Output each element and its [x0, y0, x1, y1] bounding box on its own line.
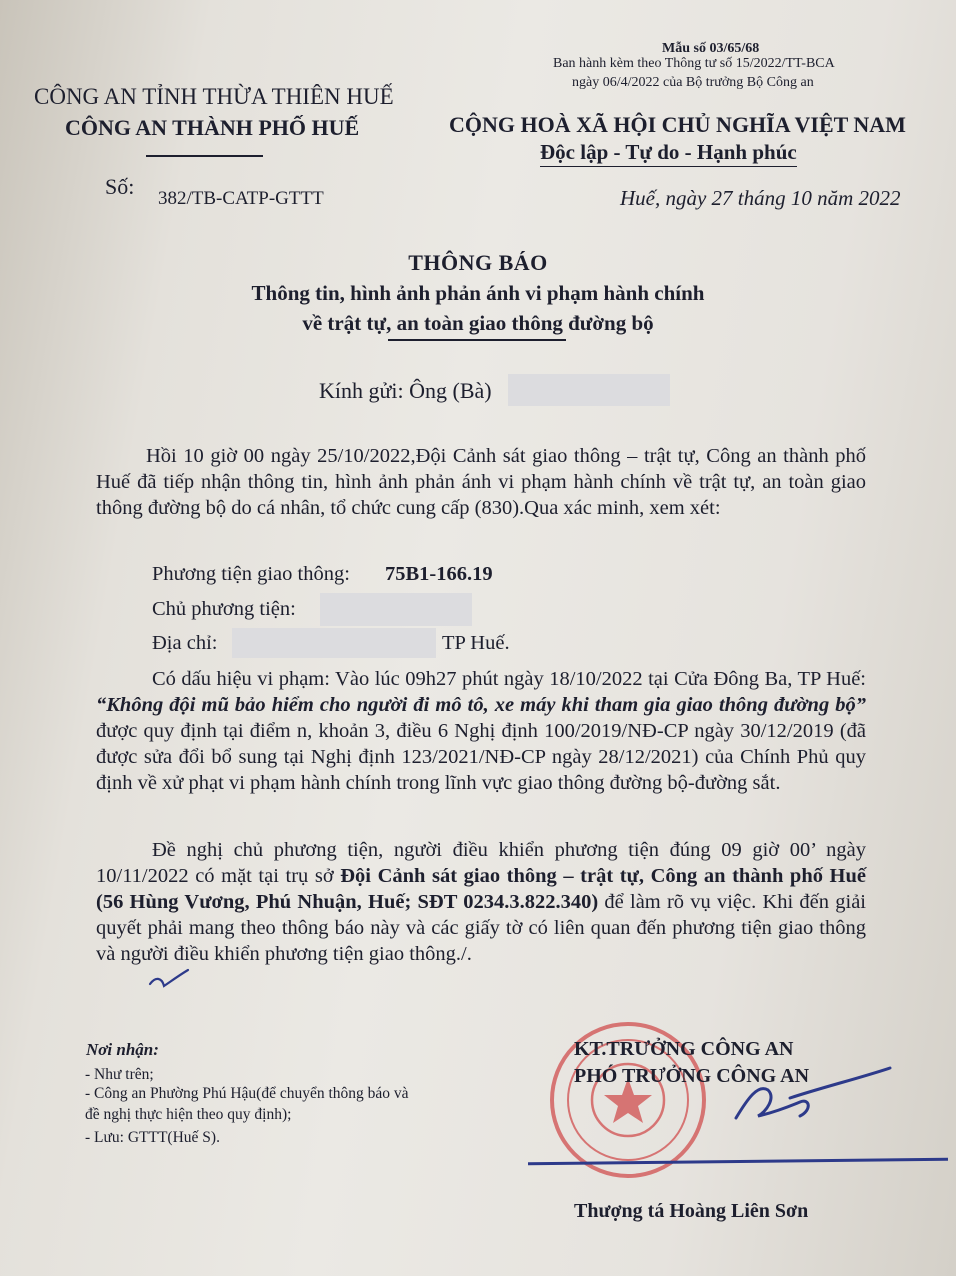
republic-name: CỘNG HOÀ XÃ HỘI CHỦ NGHĨA VIỆT NAM: [449, 112, 906, 137]
signer-title-line1: KT.TRƯỞNG CÔNG AN: [574, 1038, 794, 1060]
document-subtitle-line2: về trật tự, an toàn giao thông đường bộ: [302, 311, 654, 335]
request-place: Đội Cảnh sát giao thông – trật tự, Công an thành phố Huế (56 Hùng Vương, Phú Nhuận, Huế; SĐT 0234.3.822.340): [96, 865, 866, 913]
document-number-label: Số:: [105, 174, 135, 199]
recipient-item: - Như trên;: [85, 1066, 154, 1083]
violation-name: “Không đội mũ bảo hiểm cho người đi mô tô, xe máy khi tham gia giao thông đường bộ”: [96, 694, 866, 716]
recipients-label: Nơi nhận:: [86, 1040, 159, 1059]
recipient-item: - Công an Phường Phú Hậu(để chuyển thông báo và: [85, 1085, 409, 1102]
request-rest: để làm rõ vụ việc. Khi đến giải quyết phải mang theo thông báo này và các giấy tờ có liên quan đến phương tiện giao thông và người điều khiển phương tiện giao thông./.: [96, 891, 866, 965]
document-number: 382/TB-CATP-GTTT: [158, 188, 324, 209]
address-city: TP Huế.: [442, 632, 510, 654]
vehicle-label: Phương tiện giao thông:: [152, 563, 350, 585]
request-intro: Đề nghị chủ phương tiện, người điều khiển phương tiện đúng 09 giờ 00’ ngày 10/11/2022 có mặt tại trụ sở: [96, 839, 866, 887]
address-label: Địa chỉ:: [152, 632, 218, 654]
signer-title-line2: PHÓ TRƯỞNG CÔNG AN: [574, 1065, 810, 1087]
recipient-item: đề nghị thực hiện theo quy định);: [85, 1106, 292, 1123]
form-number: Mẫu số 03/65/68: [662, 41, 760, 56]
agency-name: CÔNG AN THÀNH PHỐ HUẾ: [65, 115, 360, 140]
intro-paragraph: Hồi 10 giờ 00 ngày 25/10/2022,Đội Cảnh sát giao thông – trật tự, Công an thành phố Huế đã tiếp nhận thông tin, hình ảnh phản ánh vi phạm hành chính về trật tự, an toàn giao thông đường bộ do cá nhân, tổ chức cung cấp (830).Qua xác minh, xem xét:: [96, 445, 866, 519]
violation-intro: Có dấu hiệu vi phạm: Vào lúc 09h27 phút ngày 18/10/2022 tại Cửa Đông Ba, TP Huế:: [152, 668, 866, 690]
recipient-item: - Lưu: GTTT(Huế S).: [85, 1129, 220, 1146]
issuance-note-line1: Ban hành kèm theo Thông tư số 15/2022/TT-BCA: [553, 56, 835, 71]
agency-parent: CÔNG AN TỈNH THỪA THIÊN HUẾ: [34, 84, 394, 109]
national-motto: Độc lập - Tự do - Hạnh phúc: [540, 140, 797, 167]
owner-label: Chủ phương tiện:: [152, 598, 296, 620]
vehicle-plate: 75B1-166.19: [385, 563, 493, 585]
salutation: Kính gửi: Ông (Bà): [319, 378, 492, 403]
violation-legal-basis: được quy định tại điểm n, khoản 3, điều 6 Nghị định 100/2019/NĐ-CP ngày 30/12/2019 (đã được sửa đổi bổ sung tại Nghị định 123/2021/NĐ-CP ngày 28/12/2021) của Chính Phủ quy định về xử phạt vi phạm hành chính trong lĩnh vực giao thông đường bộ-đường sắt.: [96, 720, 866, 794]
issuance-note-line2: ngày 06/4/2022 của Bộ trưởng Bộ Công an: [572, 75, 814, 90]
document-title: THÔNG BÁO: [408, 250, 548, 275]
document-subtitle-line1: Thông tin, hình ảnh phản ánh vi phạm hành chính: [251, 281, 705, 305]
document-date: Huế, ngày 27 tháng 10 năm 2022: [620, 186, 901, 210]
signer-name: Thượng tá Hoàng Liên Sơn: [574, 1200, 809, 1222]
